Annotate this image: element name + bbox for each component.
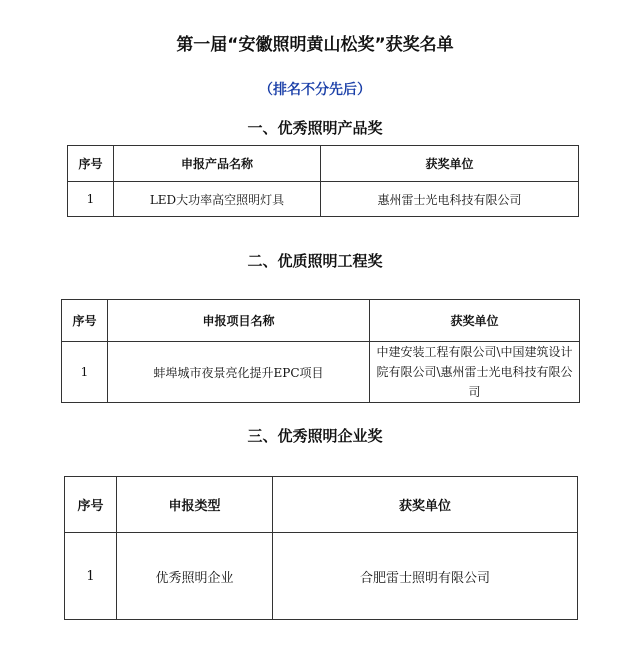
header-index: 序号 (62, 300, 108, 342)
header-index: 序号 (65, 477, 117, 533)
header-winner: 获奖单位 (370, 300, 580, 342)
award-table-product (67, 145, 579, 217)
header-winner: 获奖单位 (273, 477, 578, 533)
cell-index: 1 (65, 533, 117, 620)
table-row (62, 342, 580, 403)
cell-project-name: 蚌埠城市夜景亮化提升EPC项目 (108, 342, 370, 403)
page-title: 第一届“安徽照明黄山松奖”获奖名单 (176, 35, 454, 55)
header-product-name: 申报产品名称 (114, 146, 321, 182)
header-project-name: 申报项目名称 (108, 300, 370, 342)
cell-type: 优秀照明企业 (117, 533, 273, 620)
header-winner: 获奖单位 (321, 146, 579, 182)
cell-product-name: LED大功率高空照明灯具 (114, 182, 321, 217)
page-subtitle: （排名不分先后） (259, 82, 371, 98)
award-table-enterprise (64, 476, 578, 620)
award-table-project (61, 299, 580, 403)
cell-index: 1 (62, 342, 108, 403)
table-header-row (62, 300, 580, 342)
table-row (65, 533, 578, 620)
section-heading-product: 一、优秀照明产品奖 (247, 119, 383, 137)
cell-index: 1 (68, 182, 114, 217)
header-type: 申报类型 (117, 477, 273, 533)
cell-winner: 中建安装工程有限公司\中国建筑设计院有限公司\惠州雷士光电科技有限公司 (370, 342, 580, 403)
section-heading-project: 二、优质照明工程奖 (247, 252, 383, 270)
cell-winner: 合肥雷士照明有限公司 (273, 533, 578, 620)
table-header-row (68, 146, 579, 182)
table-header-row (65, 477, 578, 533)
cell-winner: 惠州雷士光电科技有限公司 (321, 182, 579, 217)
section-heading-enterprise: 三、优秀照明企业奖 (247, 427, 383, 445)
header-index: 序号 (68, 146, 114, 182)
table-row (68, 182, 579, 217)
